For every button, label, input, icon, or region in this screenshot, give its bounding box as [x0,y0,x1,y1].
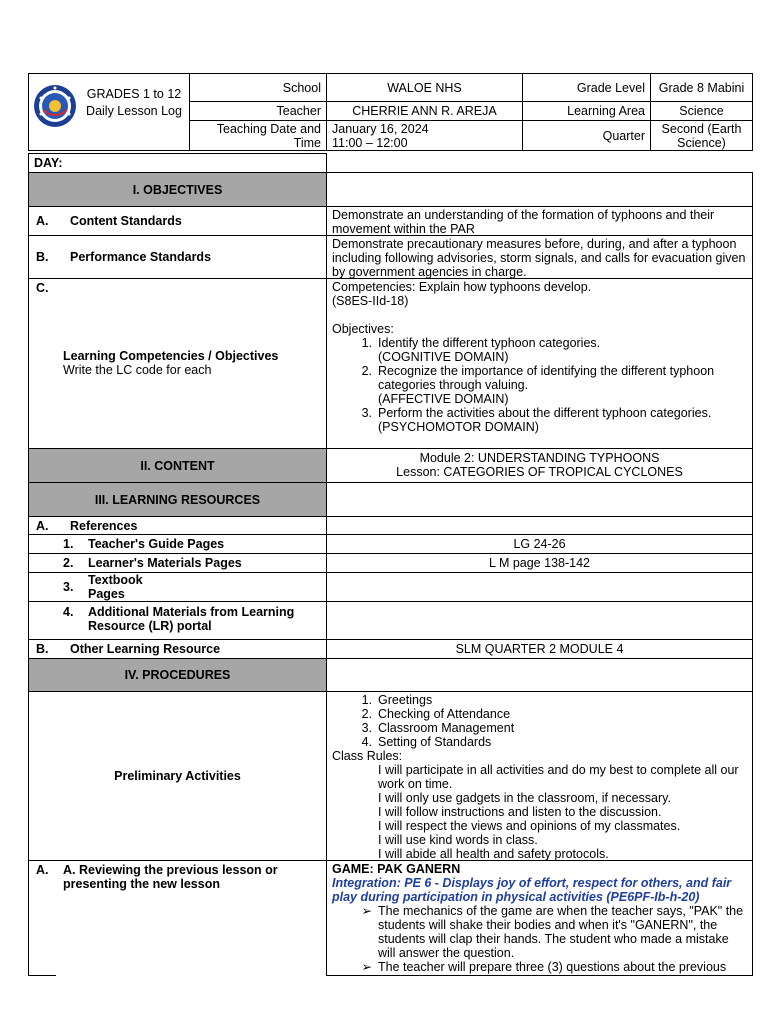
content-text: Module 2: UNDERSTANDING TYPHOONS Lesson: CATEGORIES OF TROPICAL CYCLONES [326,448,753,483]
reviewing-bottom-rule [28,975,56,976]
teacher-value: CHERRIE ANN R. AREJA [326,101,523,121]
class-rule: I will only use gadgets in the classroom, if necessary. [378,791,671,805]
objectives-heading-right [326,172,753,207]
prelim-item: 4. Setting of Standards [361,735,492,749]
class-rule: I will abide all health and safety protocols. [378,847,609,861]
learning-competencies-text: Competencies: Explain how typhoons develop. (S8ES-IId-18) Objectives: 1. Identify the different typhoon categories. (COGNITIVE DOMAIN) 2. Recognize the importance of identifying the different typhoon categories through valuing. (AFFECTIVE DOMAIN) 3. Perform the activities about the different typhoon categories. (PSYCHOMOTOR DOMAIN) [326,278,753,449]
objectives-heading: I. OBJECTIVES [28,172,327,207]
learners-materials-value: L M page 138-142 [326,553,753,573]
procedures-heading: IV. PROCEDURES [28,658,327,692]
resources-heading-right [326,482,753,517]
preliminary-activities-text: 1. Greetings 2. Checking of Attendance 3. Classroom Management 4. Setting of Standards Class Rules: I will participate in all activities and do my best to complete all our work on time. I will only use gadgets in the classroom, if necessary. I will follow instructions and listen to the discussion. I will respect the views and opinions of my classmates. I will use kind words in class. I will abide all health and safety protocols. [326,691,753,861]
objectives-list [332,336,747,434]
arrow-bullet-icon: ➢ [361,904,372,918]
deped-seal-icon [33,84,77,128]
resources-heading: III. LEARNING RESOURCES [28,482,327,517]
reviewing-lesson-text: GAME: PAK GANERN Integration: PE 6 - Displays joy of effort, respect for others, and fair play during participation in physical activities (PE6PF-Ib-h-20) ➢ The mechanics of the game are when the teacher says, "PAK" the students will shake their bodies and when it's "GANERN", the students will clap their hands. The student who made a mistake will answer the question. ➢ The teacher will prepare three (3) questions about the previous [326,860,753,976]
class-rule: I will participate in all activities and do my best to complete all our work on time. [378,763,739,791]
prelim-item: 3. Classroom Management [361,721,515,735]
class-rule: I will follow instructions and listen to the discussion. [378,805,662,819]
day-label: DAY: [28,153,327,173]
teaching-date-label: Teaching Date and Time [189,120,327,151]
procedures-heading-right [326,658,753,692]
game-bullet: ➢ The mechanics of the game are when the teacher says, "PAK" the students will shake their bodies and when it's "GANERN", the students will clap their hands. The student who made a mistake will answer the question. [332,904,747,960]
teaching-date-value: January 16, 2024 11:00 – 12:00 [326,120,523,151]
teachers-guide-value: LG 24-26 [326,534,753,554]
preliminary-activities-label: Preliminary Activities [28,691,327,861]
learners-materials-label: 2. Learner's Materials Pages [28,553,327,573]
class-rule: I will use kind words in class. [378,833,538,847]
grade-level-value: Grade 8 Mabini [650,73,753,102]
learning-competencies-label: C. Learning Competencies / Objectives Write the LC code for each [28,278,327,449]
references-value [326,516,753,535]
textbook-pages-value [326,572,753,602]
school-label: School [189,73,327,102]
content-heading: II. CONTENT [28,448,327,483]
header-title: GRADES 1 to 12 Daily Lesson Log [86,87,182,118]
quarter-value: Second (Earth Science) [650,120,753,151]
other-resource-value: SLM QUARTER 2 MODULE 4 [326,639,753,659]
reviewing-lesson-label: A. A. Reviewing the previous lesson or presenting the new lesson [28,860,327,976]
school-value: WALOE NHS [326,73,523,102]
textbook-pages-label: 3. Textbook Pages [28,572,327,602]
performance-standards-label: B. Performance Standards [28,235,327,279]
arrow-bullet-icon: ➢ [361,960,372,974]
additional-materials-value [326,601,753,640]
class-rule: I will respect the views and opinions of my classmates. [378,819,681,833]
grade-level-label: Grade Level [522,73,651,102]
additional-materials-label: 4. Additional Materials from Learning Resource (LR) portal [28,601,327,640]
prelim-item: 2. Checking of Attendance [361,707,511,721]
teachers-guide-label: 1. Teacher's Guide Pages [28,534,327,554]
objective-item: 1. Identify the different typhoon categories. (COGNITIVE DOMAIN) [361,336,601,364]
objective-item: 3. Perform the activities about the different typhoon categories. (PSYCHOMOTOR DOMAIN) [361,406,712,434]
other-resource-label: B. Other Learning Resource [28,639,327,659]
content-standards-label: A. Content Standards [28,206,327,236]
quarter-label: Quarter [522,120,651,151]
content-standards-text: Demonstrate an understanding of the formation of typhoons and their movement within the PAR [326,206,753,236]
learning-area-value: Science [650,101,753,121]
learning-area-label: Learning Area [522,101,651,121]
game-bullet: ➢ The teacher will prepare three (3) questions about the previous [332,960,747,974]
prelim-item: 1. Greetings [361,693,433,707]
teacher-label: Teacher [189,101,327,121]
references-label: A. References [28,516,327,535]
performance-standards-text: Demonstrate precautionary measures before, during, and after a typhoon including following advisories, storm signals, and calls for evacuation given by government agencies in charge. [326,235,753,279]
objective-item: 2. Recognize the importance of identifying the different typhoon categories through valuing. (AFFECTIVE DOMAIN) [361,364,715,406]
